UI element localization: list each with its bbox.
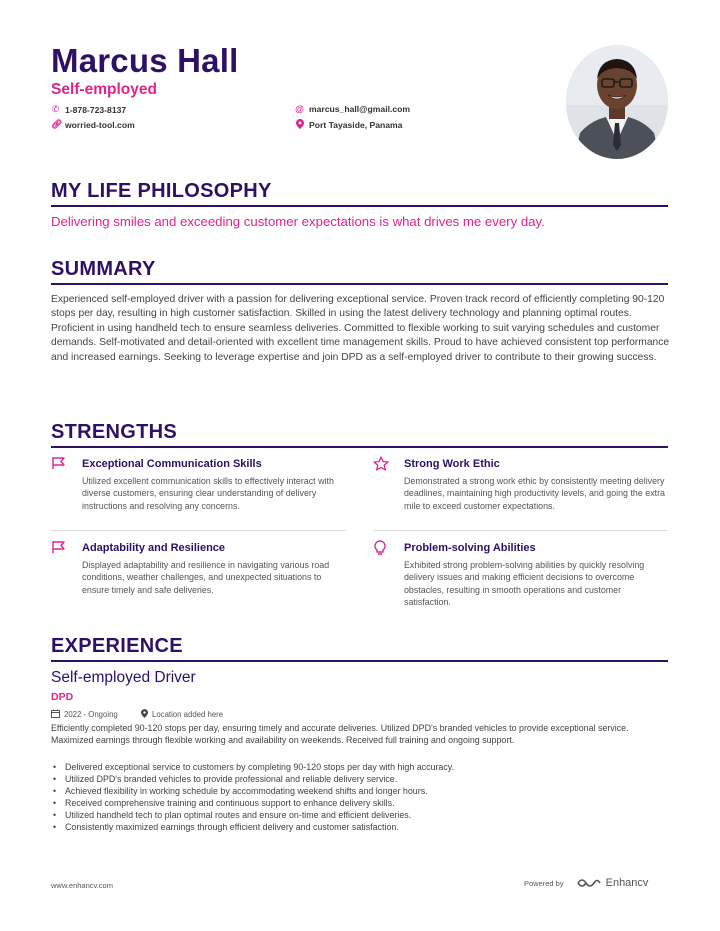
flag-icon (51, 456, 67, 473)
strengths-divider (51, 446, 668, 448)
strengths-heading: STRENGTHS (51, 421, 178, 443)
company-name: DPD (51, 691, 74, 703)
list-item: • Delivered exceptional service to customers by completing 90-120 stops per day with high accuracy. (51, 761, 661, 773)
strength-description: Demonstrated a strong work ethic by consistently meeting delivery deadlines, maintaining high productivity levels, and going the extra mile to exceed customer expectations. (404, 476, 665, 511)
strength-title: Strong Work Ethic (404, 458, 500, 470)
calendar-icon (51, 709, 60, 720)
list-item: • Achieved flexibility in working schedule by accommodating weekend shifts and longer hours. (51, 785, 661, 797)
candidate-role: Self-employed (51, 81, 157, 98)
flag-icon (51, 540, 67, 557)
strength-description: Displayed adaptability and resilience in navigating various road conditions, weather challenges, and unexpected situations to ensure timely and safe deliveries. (82, 560, 330, 595)
contact-email[interactable] (295, 104, 410, 114)
brand-text: Enhancv (605, 877, 649, 889)
strength-title: Exceptional Communication Skills (82, 458, 262, 470)
job-dates (51, 709, 118, 720)
location-text: Port Tayaside, Panama (309, 120, 403, 130)
website-text[interactable]: worried-tool.com (65, 119, 135, 130)
location-text: Location added here (152, 710, 224, 719)
contact-phone (51, 104, 126, 115)
strength-description: Utilized excellent communication skills to effectively interact with diverse customers, ensuring clear understanding of delivery instructions and resolving any concerns. (82, 476, 334, 511)
summary-heading: SUMMARY (51, 258, 156, 280)
experience-heading: EXPERIENCE (51, 635, 183, 657)
phone-text: 1-878-723-8137 (65, 104, 127, 115)
strength-description: Exhibited strong problem-solving abilities by quickly resolving delivery issues and making efficient decisions to overcome obstacles, resulting in smooth operations and customer satisfaction. (404, 560, 645, 607)
star-icon (373, 456, 389, 474)
enhancv-logo[interactable] (576, 877, 649, 889)
enhancv-logo-icon (576, 877, 602, 889)
strength-separator (373, 530, 668, 531)
job-description: Efficiently completed 90-120 stops per day, ensuring timely and accurate deliveries. Utilized DPD's branded vehicles to provide exceptional service. Maximized earnings through flexible working and availability on weekends. Received full training and ongoing support. (51, 723, 629, 746)
job-bullets (51, 761, 661, 834)
strength-title: Adaptability and Resilience (82, 542, 226, 554)
experience-divider (51, 660, 668, 662)
powered-by-label: Powered by (524, 878, 564, 888)
philosophy-quote: Delivering smiles and exceeding customer expectations is what drives me every day. (51, 214, 545, 229)
email-text[interactable]: marcus_hall@gmail.com (309, 104, 411, 114)
location-pin-icon (141, 709, 148, 720)
strength-title: Problem-solving Abilities (404, 542, 536, 554)
phone-icon: ✆ (51, 104, 60, 114)
lightbulb-icon (373, 540, 387, 559)
location-pin-icon (295, 119, 304, 131)
list-item: • Consistently maximized earnings through efficient delivery and customer satisfaction. (51, 821, 661, 833)
contact-location (295, 119, 402, 131)
philosophy-heading: MY LIFE PHILOSOPHY (51, 180, 272, 202)
job-location (141, 709, 223, 720)
footer-branding (524, 877, 648, 889)
list-item: • Utilized DPD's branded vehicles to provide professional and reliable delivery service. (51, 773, 661, 785)
candidate-name: Marcus Hall (51, 42, 239, 79)
at-icon: @ (295, 104, 304, 114)
summary-text: Experienced self-employed driver with a passion for delivering exceptional service. Proven track record of efficiently completing 90-120 stops per day, resulting in high customer satisfaction. Skilled in using the latest delivery technology and planning optimal routes. Proficient in using handheld tech to ensure seamless deliveries. Committed to flexible working to suit varying schedules and customer demands. Self-motivated and detail-oriented with excellent time management skills. Proud to have achieved consistent top performance and increased earnings. Seeking to leverage expertise and join DPD as a self-employed driver to contribute to their growing success. (51, 294, 670, 363)
contact-website[interactable] (51, 119, 135, 130)
list-item: • Utilized handheld tech to plan optimal routes and ensure on-time and efficient deliveries. (51, 809, 661, 821)
philosophy-divider (51, 205, 668, 207)
list-item: • Received comprehensive training and continuous support to enhance delivery skills. (51, 797, 661, 809)
job-title: Self-employed Driver (51, 669, 196, 686)
link-icon: 🔗︎ (51, 119, 63, 129)
strength-separator (51, 530, 346, 531)
dates-text: 2022 - Ongoing (64, 710, 118, 719)
summary-divider (51, 283, 668, 285)
profile-photo (566, 45, 668, 159)
footer-website[interactable]: www.enhancv.com (51, 881, 113, 890)
